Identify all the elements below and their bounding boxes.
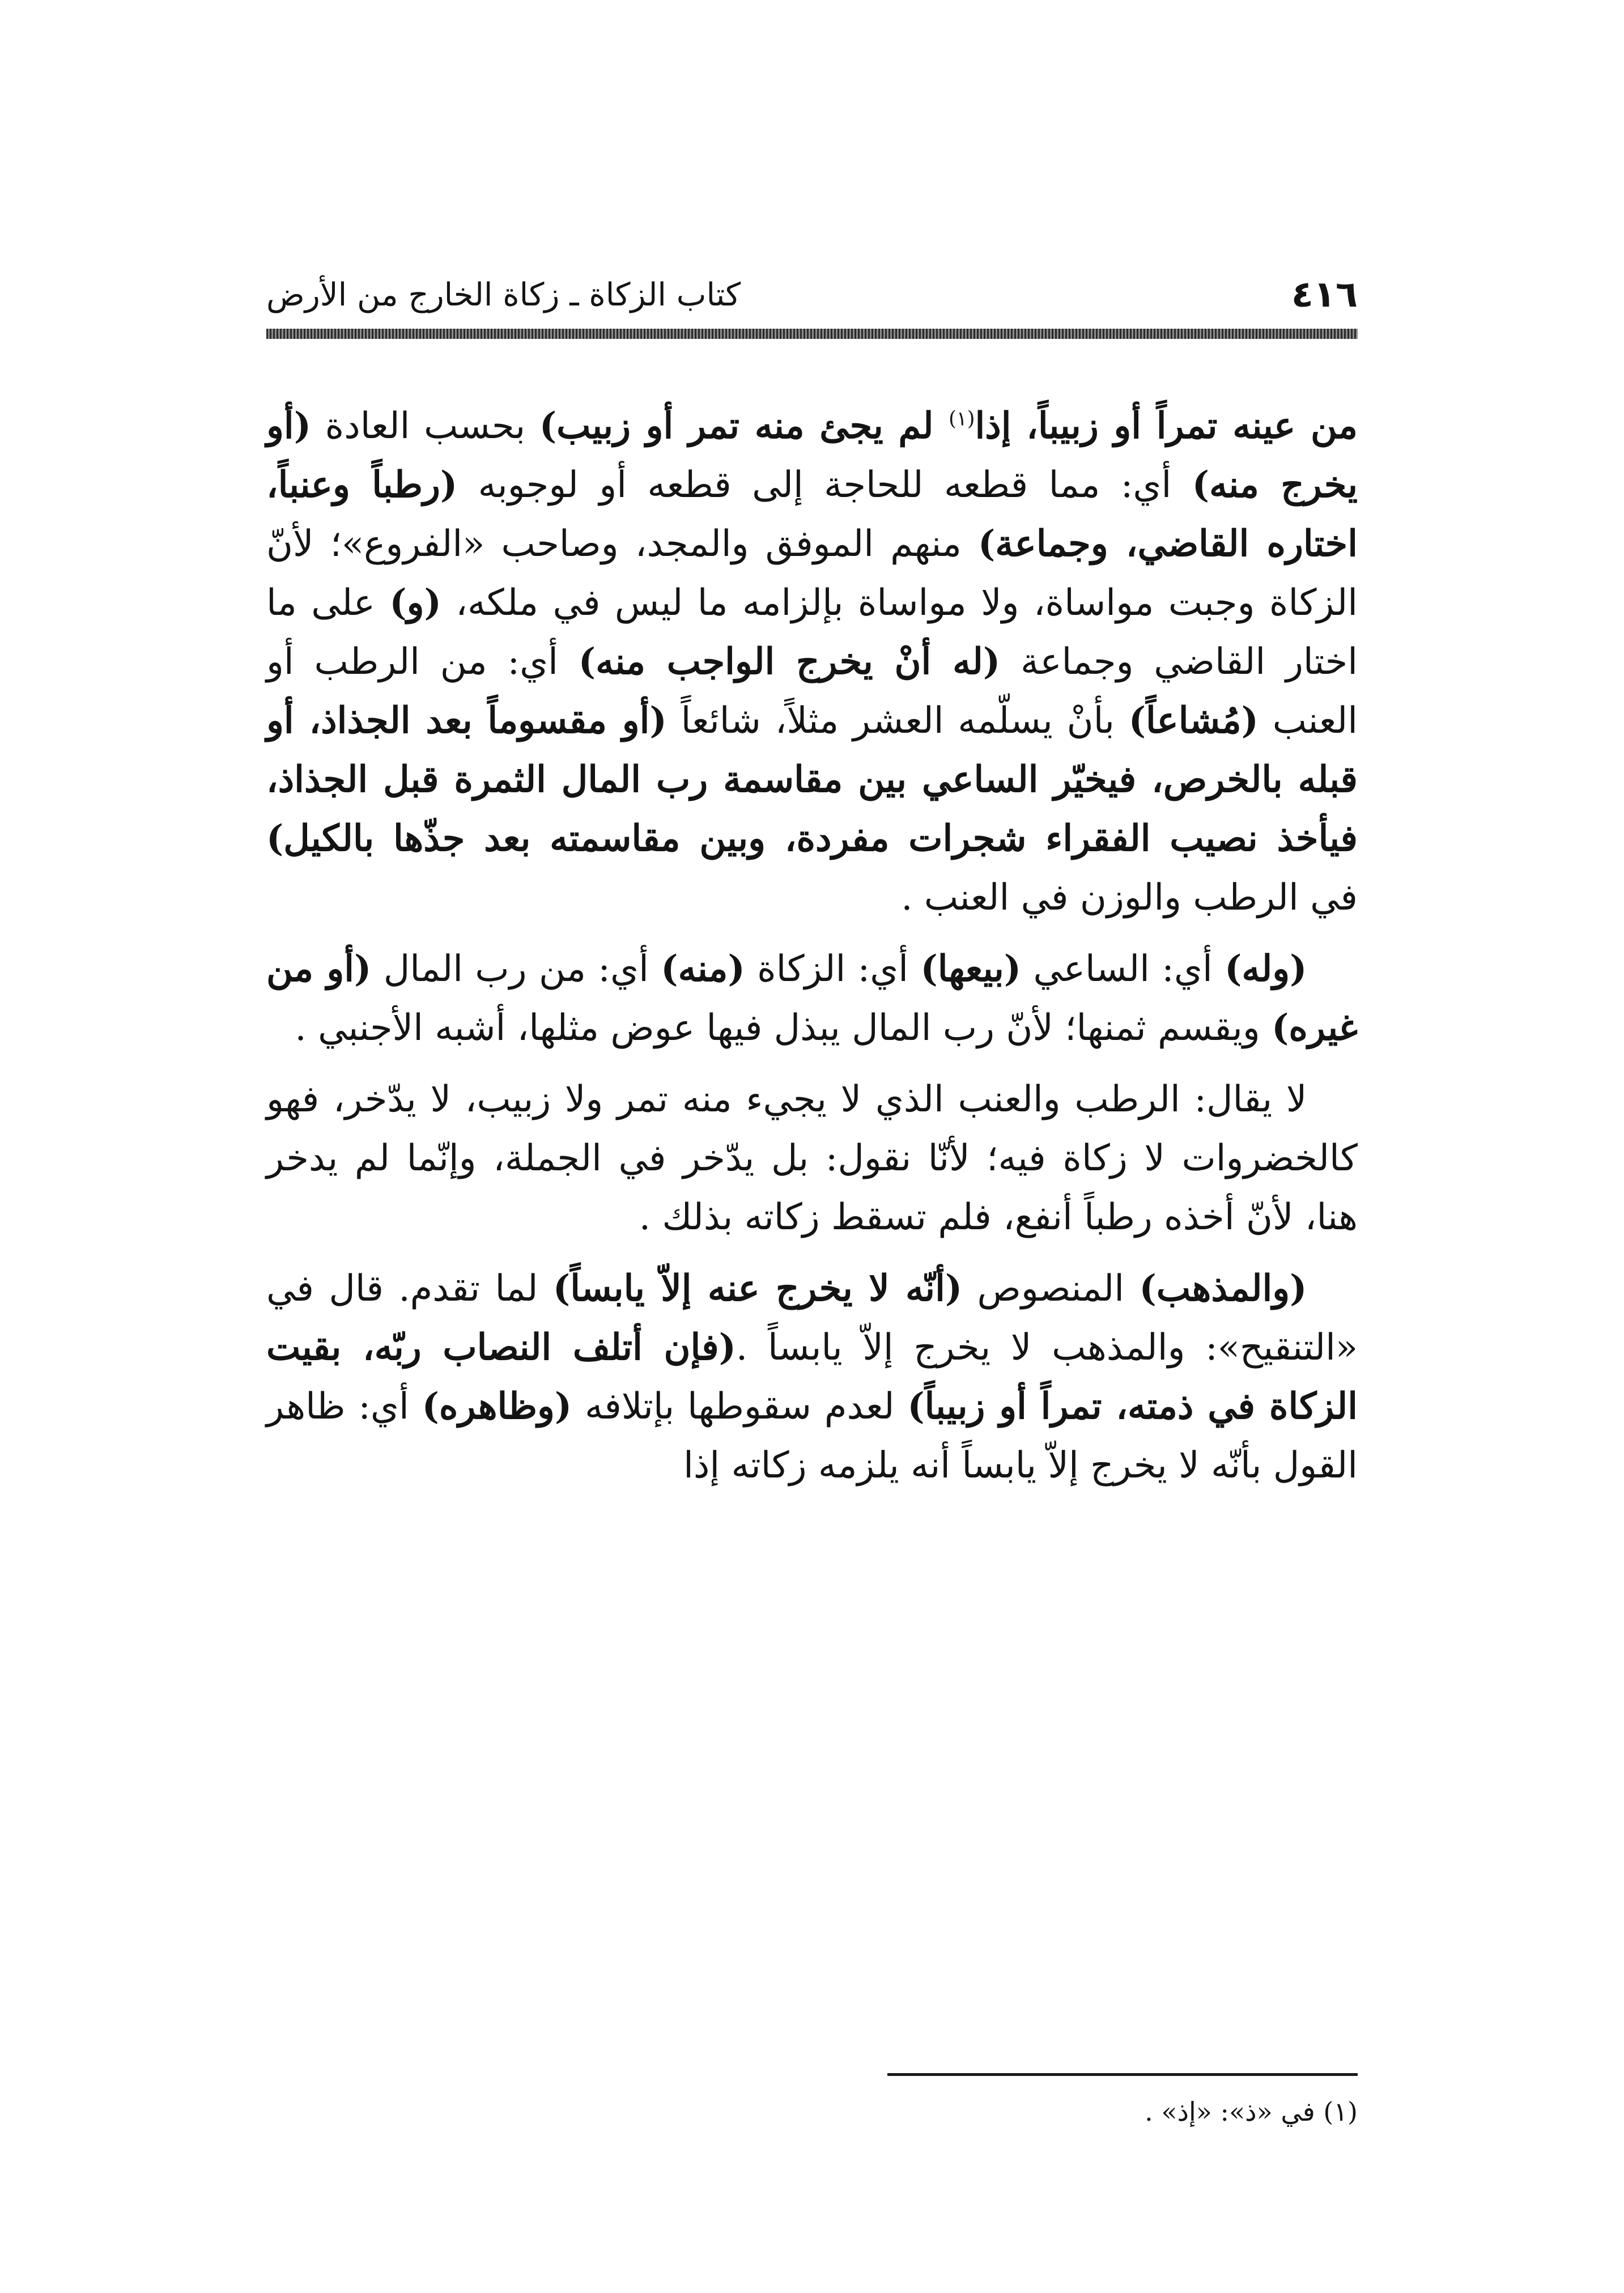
matn-text: (والمذهب) — [1139, 1267, 1307, 1310]
sharh-text: ويقسم ثمنها؛ لأنّ رب المال يبذل فيها عوض مثلها، أشبه الأجنبي . — [295, 1007, 1272, 1049]
paragraph — [266, 1259, 1358, 1495]
sharh-text: في الرطب والوزن في العنب . — [901, 877, 1358, 919]
sharh-text: أي: الزكاة — [745, 948, 921, 990]
matn-text: من عينه تمراً أو زبيباً، إذا — [975, 405, 1358, 447]
sharh-text: أي: الساعي — [1021, 948, 1225, 990]
footnotes — [266, 2091, 1358, 2132]
matn-text: (رطباً وعنباً، اختاره القاضي، وجماعة) — [266, 464, 1358, 565]
matn-text: (و) — [389, 581, 441, 624]
sharh-text: لعدم سقوطها بإتلافه — [572, 1386, 908, 1428]
matn-text: (مُشاعاً) — [1128, 699, 1259, 742]
running-title: كتاب الزكاة ـ زكاة الخارج من الأرض — [266, 276, 741, 313]
paragraph — [266, 397, 1358, 927]
running-header — [266, 266, 1358, 323]
sharh-text: بأنْ يسلّمه العشر مثلاً، شائعاً — [666, 700, 1129, 742]
footnote: (١) في «ذ»: «إذ» . — [1145, 2096, 1358, 2127]
sharh-text: لما تقدم. قال في «التنقيح»: والمذهب لا يخرج إلاّ يابساً . — [266, 1268, 1358, 1369]
sharh-text: على ما اختار القاضي وجماعة — [266, 582, 1358, 683]
sharh-text: أي: من الرطب أو العنب — [266, 641, 1358, 742]
main-text — [266, 397, 1358, 1508]
matn-text: (أو من غيره) — [266, 948, 1358, 1049]
matn-text: (منه) — [661, 948, 745, 990]
paragraph — [266, 940, 1358, 1058]
matn-text: (فإن أتلف النصاب ربّه، بقيت الزكاة في ذمته، تمراً أو زبيباً) — [266, 1326, 1358, 1428]
matn-text: (وله) — [1225, 948, 1307, 990]
sharh-text: لا يقال: الرطب والعنب الذي لا يجيء منه تمر ولا زبيب، لا يدّخر، فهو كالخضروات لا زكاة فيه؛ لأنّا نقول: بل يدّخر في الجملة، وإنّما لم يدخر هنا، لأنّ أخذه رطباً أنفع، فلم تسقط زكاته بذلك . — [266, 1078, 1358, 1238]
sharh-text: بحسب العادة — [311, 405, 539, 447]
page-number: ٤١٦ — [1291, 274, 1358, 316]
matn-text: (بيعها) — [920, 948, 1022, 990]
paragraph — [266, 1070, 1358, 1247]
footnote-marker: (١) — [949, 407, 975, 431]
sharh-text: منهم الموفق والمجد، وصاحب «الفروع»؛ لأنّ الزكاة وجبت مواساة، ولا مواساة بإلزامه ما ليس في ملكه، — [266, 523, 1358, 624]
matn-text: لم يجئ منه تمر أو زبيب) — [539, 405, 949, 447]
matn-text: (أنّه لا يخرج عنه إلاّ يابساً) — [552, 1267, 963, 1310]
matn-text: (له أنْ يخرج الواجب منه) — [578, 640, 1001, 683]
sharh-text: أي: ظاهر القول بأنّه لا يخرج إلاّ يابساً أنه يلزمه زكاته إذا — [266, 1386, 1358, 1487]
footnote-rule — [887, 2073, 1358, 2076]
matn-text: (وظاهره) — [422, 1385, 572, 1428]
sharh-text: المنصوص — [962, 1268, 1140, 1310]
header-rule — [266, 329, 1358, 339]
matn-text: (أو يخرج منه) — [266, 405, 1358, 506]
sharh-text: أي: من رب المال — [371, 948, 661, 990]
sharh-text: أي: مما قطعه للحاجة إلى قطعه أو لوجوبه — [457, 464, 1192, 506]
matn-text: (أو مقسوماً بعد الجذاذ، أو قبله بالخرص، فيخيّر الساعي بين مقاسمة رب المال الثمرة قبل الجذاذ، فيأخذ نصيب الفقراء شجرات مفردة، وبين مقاسمته بعد جذّها بالكيل) — [266, 699, 1358, 860]
